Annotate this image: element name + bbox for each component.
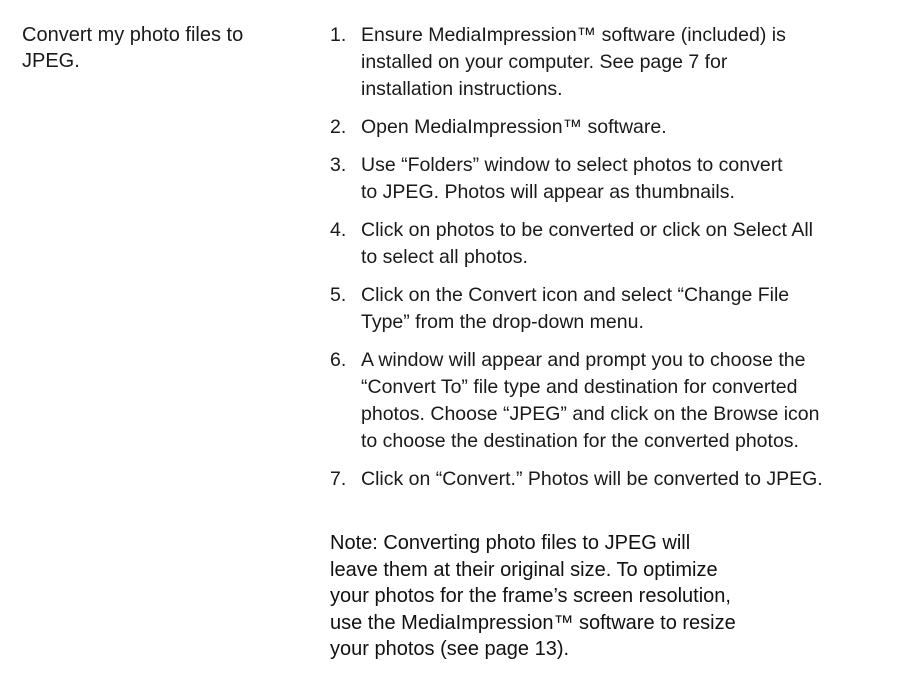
step-number: 1. <box>330 24 347 46</box>
step-number: 2. <box>330 116 347 138</box>
step-item <box>330 347 890 455</box>
step-text: A window will appear and prompt you to choose the “Convert To” file type and destination for converted photos. Choose “JPEG” and click on the Browse icon to choose the destination for the converted photos. <box>361 349 820 452</box>
step-item <box>330 152 890 206</box>
step-item <box>330 466 890 493</box>
step-text: Click on the Convert icon and select “Change File Type” from the drop-down menu. <box>361 284 790 333</box>
step-number: 4. <box>330 219 347 241</box>
step-item <box>330 282 890 336</box>
note-paragraph: Note: Converting photo files to JPEG will leave them at their original size. To optimize your photos for the frame’s screen resolution, use the MediaImpression™ software to resize your photos (see page 13). <box>330 532 736 660</box>
instruction-steps <box>330 22 890 504</box>
step-number: 5. <box>330 284 347 306</box>
step-number: 3. <box>330 154 347 176</box>
step-text: Click on “Convert.” Photos will be converted to JPEG. <box>361 468 823 490</box>
step-item <box>330 114 890 141</box>
step-item <box>330 217 890 271</box>
step-text: Use “Folders” window to select photos to convert to JPEG. Photos will appear as thumbnails. <box>361 154 783 203</box>
step-number: 7. <box>330 468 347 490</box>
step-text: Click on photos to be converted or click on Select All to select all photos. <box>361 219 813 268</box>
topic-heading: Convert my photo files to JPEG. <box>22 24 244 72</box>
step-text: Ensure MediaImpression™ software (included) is installed on your computer. See page 7 for installation instructions. <box>361 24 786 100</box>
step-number: 6. <box>330 349 347 371</box>
step-text: Open MediaImpression™ software. <box>361 116 667 138</box>
step-item <box>330 22 890 103</box>
